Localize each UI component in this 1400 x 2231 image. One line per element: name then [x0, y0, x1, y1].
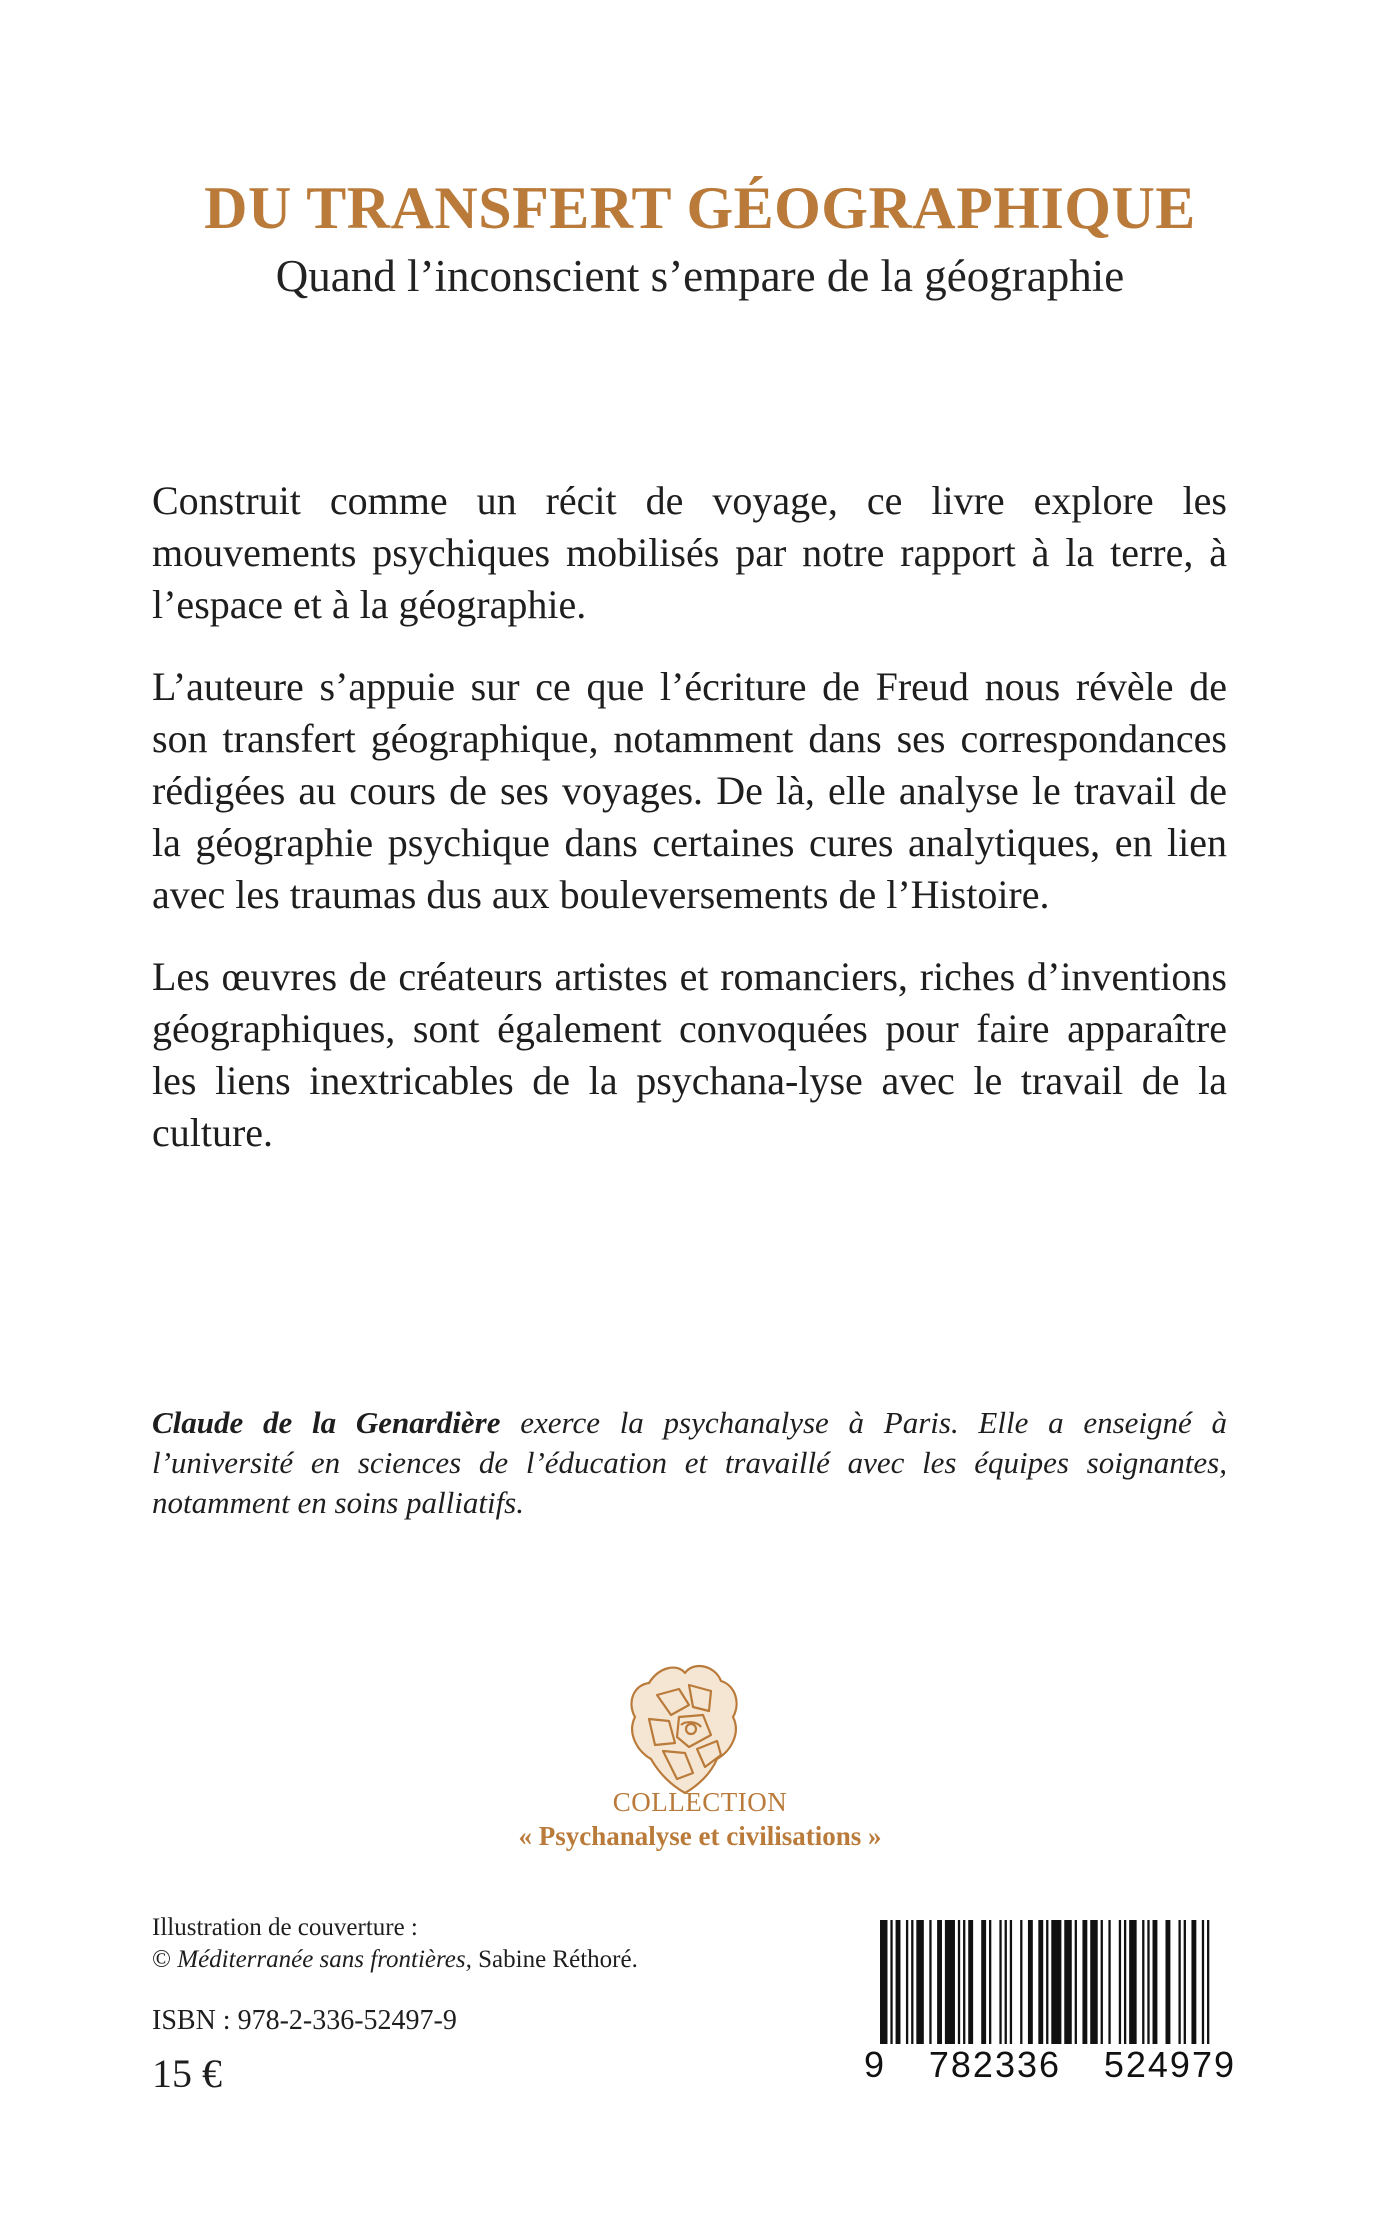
book-subtitle: Quand l’inconscient s’empare de la géographie	[275, 251, 1125, 301]
blurb-paragraph-2: L’auteure s’appuie sur ce que l’écriture de Freud nous révèle de son transfert géographique, notamment dans ses correspondances rédigées au cours de ses voyages. De là, elle analyse le travail de la géographie psychique dans certaines cures analytiques, en lien avec les traumas dus aux bouleversements de l’Histoire.	[152, 664, 1227, 917]
author-bio	[152, 1403, 1227, 1523]
collection-block	[0, 1785, 1400, 1853]
book-title: DU TRANSFERT GÉOGRAPHIQUE	[204, 175, 1196, 241]
credits-line	[152, 1944, 638, 1976]
barcode-bar-35	[1178, 1920, 1180, 2044]
barcode-bar-23	[1075, 1920, 1077, 2044]
author-name: Claude de la Genardière	[152, 1405, 501, 1440]
barcode-bar-26	[1101, 1920, 1103, 2044]
collection-name: « Psychanalyse et civilisations »	[518, 1821, 882, 1851]
barcode-bar-8	[945, 1920, 955, 2044]
barcode-bar-5	[916, 1920, 923, 2044]
barcode-bar-24	[1082, 1920, 1087, 2044]
collection-label: COLLECTION	[612, 1787, 788, 1817]
barcode-bar-2	[896, 1920, 901, 2044]
barcode-bar-20	[1046, 1920, 1048, 2044]
author-bio-text: exerce la psychanalyse à Paris. Elle a enseigné à l’université en sciences de l’éducation et travaillé avec les équipes soignantes, notamment en soins palliatifs.	[152, 1405, 1228, 1520]
price: 15 €	[152, 2051, 222, 2096]
barcode-bar-36	[1184, 1920, 1186, 2044]
barcode-bar-22	[1064, 1920, 1071, 2044]
blurb-paragraph-1: Construit comme un récit de voyage, ce livre explore les mouvements psychiques mobilisés par notre rapport à la terre, à l’espace et à la géographie.	[152, 478, 1227, 627]
barcode-bar-39	[1207, 1920, 1209, 2044]
barcode-bar-12	[981, 1920, 986, 2044]
barcode	[864, 1920, 1236, 2095]
barcode-bar-21	[1051, 1920, 1061, 2044]
copyright-symbol: ©	[152, 1946, 178, 1973]
barcode-bar-17	[1020, 1920, 1022, 2044]
artwork-title: Méditerranée sans frontières,	[177, 1946, 472, 1973]
barcode-lead-digit: 9	[864, 2044, 887, 2085]
barcode-bar-16	[1010, 1920, 1012, 2044]
illustration-credits	[152, 1912, 638, 1976]
barcode-group-2: 524979	[1103, 2044, 1236, 2085]
barcode-bar-13	[989, 1920, 991, 2044]
blurb	[152, 475, 1227, 1189]
artist-name: Sabine Réthoré.	[471, 1946, 638, 1973]
isbn: ISBN : 978-2-336-52497-9	[152, 2005, 457, 2036]
barcode-bar-38	[1202, 1920, 1204, 2044]
barcode-bar-10	[963, 1920, 965, 2044]
publisher-emblem-icon	[619, 1655, 749, 1805]
barcode-group-1: 782336	[928, 2044, 1062, 2085]
barcode-bar-4	[911, 1920, 913, 2044]
barcode-bar-30	[1129, 1920, 1136, 2044]
barcode-digits	[864, 2044, 1236, 2086]
barcode-bar-3	[906, 1920, 908, 2044]
barcode-bar-1	[890, 1920, 892, 2044]
barcode-bar-7	[937, 1920, 942, 2044]
barcode-bar-33	[1153, 1920, 1158, 2044]
barcode-bar-37	[1191, 1920, 1196, 2044]
barcode-bar-31	[1142, 1920, 1144, 2044]
title-block	[0, 172, 1400, 304]
barcode-bar-0	[880, 1920, 887, 2044]
barcode-bar-15	[1005, 1920, 1007, 2044]
barcode-bar-9	[958, 1920, 960, 2044]
barcode-bar-6	[929, 1920, 931, 2044]
barcode-bars	[864, 1920, 1236, 2048]
barcode-bar-34	[1166, 1920, 1171, 2044]
barcode-bar-28	[1119, 1920, 1121, 2044]
barcode-bar-18	[1028, 1920, 1033, 2044]
barcode-bar-14	[999, 1920, 1001, 2044]
barcode-bar-27	[1108, 1920, 1110, 2044]
barcode-bar-32	[1147, 1920, 1149, 2044]
barcode-bar-25	[1090, 1920, 1097, 2044]
credits-heading: Illustration de couverture :	[152, 1914, 418, 1941]
barcode-bar-29	[1124, 1920, 1126, 2044]
barcode-bar-11	[968, 1920, 973, 2044]
blurb-paragraph-3: Les œuvres de créateurs artistes et romanciers, riches d’inventions géographiques, sont également convoquées pour faire apparaître les liens inextricables de la psychana-lyse avec le travail de la culture.	[152, 954, 1227, 1155]
barcode-bar-19	[1038, 1920, 1043, 2044]
